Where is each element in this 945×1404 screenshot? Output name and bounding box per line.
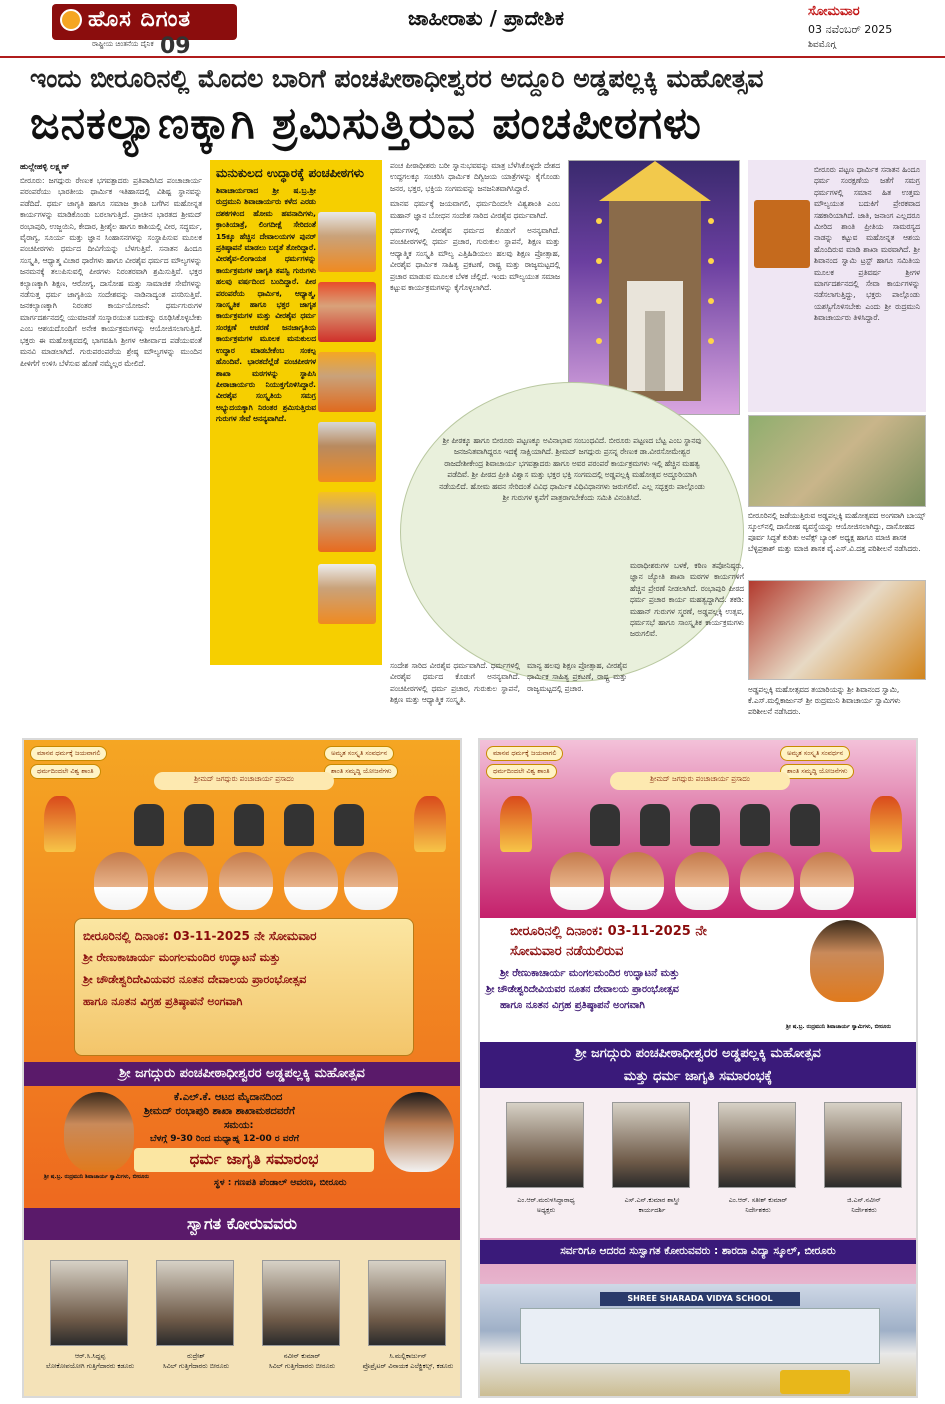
ad-line: ಶ್ರೀ ರೇಣುಕಾಚಾರ್ಯ ಮಂಗಲಮಂದಿರ ಉದ್ಘಾಟನೆ ಮತ್ತು: [500, 968, 680, 979]
person-role: ಕಾರ್ಯದರ್ಶಿ: [638, 1206, 666, 1214]
sidebar-box: [210, 160, 382, 665]
jagadguru-photo: [675, 852, 729, 910]
person-photo: [718, 1102, 796, 1188]
right-column-box: [748, 160, 926, 412]
paragraph: ಧರ್ಮಗಳಲ್ಲಿ ವೀರಶೈವ ಧರ್ಮದ ಕೊಡುಗೆ ಅನನ್ಯವಾಗಿದೆ. ಪಂಚಪೀಠಗಳಲ್ಲಿ ಧರ್ಮ ಪ್ರಚಾರ, ಗುರುಕುಲ ಸ್ಥಾಪನೆ, ಶಿಕ್ಷಣ ಮತ್ತು ಆಧ್ಯಾತ್ಮಿಕ ಸಂಸ್ಕೃತಿ ಮೌಲ್ಯ ಎತ್ತಿಹಿಡಿಯಲು ಹಲವು ಶಿಕ್ಷಣ ಪ್ರೋತ್ಸಾಹ, ವೀರಶೈವ ಧಾರ್ಮಿಕ ಸಾಹಿತ್ಯ ಪ್ರಕಟಣೆ, ರಾಷ್ಟ್ರ ಮತ್ತು ರಾಜ್ಯಮಟ್ಟದಲ್ಲಿ ಪ್ರಚಾರ ಮಾಡುವ ಮೂಲಕ ಬೆಳಕ ಚೆಲ್ಲಿದೆ. ಇಂದು ಮೌಲ್ಯಯುತ ಸಮಾಜ ಕಟ್ಟುವ ಕಾರ್ಯಕ್ರಮಗಳನ್ನು ಕೈಗೊಳ್ಳಲಾಗಿದೆ.: [390, 226, 560, 293]
paragraph: ಮಾನವ ಧರ್ಮಕ್ಕೆ ಜಯವಾಗಲಿ, ಧರ್ಮದಿಂದಲೇ ವಿಶ್ವಶಾಂತಿ ಎಂಬ ಮಹಾನ್ ಜ್ಞಾನ ಬೋಧನ ಸಂದೇಶ ಸಾರಿದ ವೀರಶೈವ ಧರ್ಮವಾಗಿದೆ.: [390, 199, 560, 220]
ad-time: ಬೆಳಗ್ಗೆ 9-30 ರಿಂದ ಮಧ್ಯಾಹ್ನ 12-00 ರ ವರೆಗೆ: [150, 1134, 299, 1144]
person-name: ಎಂ.ಆರ್.ಮರುಳಸಿದ್ಧಾರಾಧ್ಯ: [517, 1196, 575, 1204]
advertisement-right: [478, 738, 918, 1398]
ad-line: ಶ್ರೀ ರೇಣುಕಾಚಾರ್ಯ ಮಂಗಲಮಂದಿರ ಉದ್ಘಾಟನೆ ಮತ್ತು: [83, 951, 281, 964]
person-photo: [506, 1102, 584, 1188]
linga-icon: [740, 804, 770, 846]
school-bus: [780, 1370, 850, 1394]
guest-photo: [384, 1092, 454, 1172]
day-label: ಸೋಮವಾರ: [808, 4, 860, 19]
person-photo: [50, 1260, 128, 1346]
bottom-column-3: ಮಠಾಧೀಶರುಗಳ ಬಳಕೆ, ಕಠಿಣ ತಪೋನಿಷ್ಠರು, ಜ್ಞಾನ ಜ್ಯೋತಿ ಶಾಖಾ ಮಠಗಳ ಕಾರ್ಯಗಳಿಗೆ ಹೆಚ್ಚಿನ ಪ್ರೇರಣೆ ನೀಡಲಾಗಿದೆ. ರಂಭಾಪುರಿ ಪೀಠದ ಧರ್ಮ ಪ್ರಚಾರ ಕಾರ್ಯ ಮಹತ್ವದ್ದಾಗಿದೆ. ತಕಡಿ: ಮಹಾನ್ ಗುರುಗಳ ಸ್ಮರಣೆ, ಅಡ್ಡಪಲ್ಲಕ್ಕಿ ಉತ್ಸವ, ಧರ್ಮಸಭೆ ಹಾಗೂ ಸಾಂಸ್ಕೃತಿಕ ಕಾರ್ಯಕ್ರಮಗಳು ಜರುಗಲಿವೆ.: [630, 561, 744, 639]
paragraph: ಪಂಚ ಪೀಠಾಧೀಶರು ಬರೀ ಸ್ವಾನುಭವವನ್ನು ಮಾತ್ರ ಬೆಳೆಸಿಕೊಳ್ಳದೇ ದೇಶದ ಉದ್ದಗಲಕ್ಕೂ ಸಂಚರಿಸಿ ಧಾರ್ಮಿಕ ದಿಗ್ವಿಜಯ ಯಾತ್ರೆಗಳನ್ನು ಕೈಗೊಂಡು ಜನರ, ಭಕ್ತರ, ಭಕ್ತಿಯ ಸಂಗಮವನ್ನು ಜನಜನಿತವಾಗಿಸಿದ್ದಾರೆ.: [390, 161, 560, 193]
ad-pill: ಅಮೃತ ಸಂಸ್ಕೃತಿ ಸಂವರ್ಧನ: [324, 746, 394, 761]
swami-photo-3: [318, 352, 376, 412]
temple-illustration: [569, 161, 740, 415]
linga-icon: [790, 804, 820, 846]
jagadguru-photo: [284, 852, 338, 910]
flame-icon: [60, 9, 82, 31]
linga-icon: [184, 804, 214, 846]
deity-icon: [870, 796, 902, 852]
ad-banner: ಶ್ರೀಮದ್ ಜಗದ್ಗುರು ಪಂಚಾಚಾರ್ಯ ಪ್ರಸಾದಂ: [154, 772, 334, 790]
ad-title: ಶ್ರೀ ಜಗದ್ಗುರು ಪಂಚಪೀಠಾಧೀಶ್ವರರ ಅಡ್ಡಪಲ್ಲಕ್ಕಿ ಮಹೋತ್ಸವ: [480, 1042, 916, 1066]
tagline: ರಾಷ್ಟ್ರೀಯ ಚಿಂತನೆಯ ದೈನಿಕ: [92, 40, 154, 48]
sidebar-title: ಮನುಕುಲದ ಉದ್ಧಾರಕ್ಕೆ ಪಂಚಪೀಠಗಳು: [216, 166, 364, 180]
date-label: 03 ನವೆಂಬರ್ 2025: [808, 23, 893, 36]
person-name: ಎಂ.ಆರ್. ಸತೀಶ್ ಕುಮಾರ್: [728, 1196, 788, 1204]
article-column-1: ಬೀರೂರು: ಜಗದ್ಗುರು ರೇಣುಕ ಭಗವತ್ಪಾದರು ಪ್ರತಿಪಾದಿಸಿದ ಪಂಚಾಚಾರ್ಯ ಪರಂಪರೆಯು ಭಾರತೀಯ ಧಾರ್ಮಿಕ ಇತಿಹಾಸದಲ್ಲಿ ವಿಶಿಷ್ಟ ಸ್ಥಾನವನ್ನು ಪಡೆದಿದೆ. ಧರ್ಮ ಜಾಗೃತಿ ಹಾಗೂ ಸಮಾಜ ಕ್ರಾಂತಿ ಬಗೆಗಿನ ಮಹೋನ್ನತ ಕಾರ್ಯಗಳನ್ನು ಮಾಡಿಕೊಂಡು ಬರಲಾಗುತ್ತಿದೆ. ಪ್ರಾಚೀನ ಭಾರತದ ಶ್ರೀಮದ್ ರಂಭಾಪುರಿ, ಉಜ್ಜಯಿನಿ, ಕೇದಾರ, ಶ್ರೀಶೈಲ ಹಾಗೂ ಕಾಶಿಯಲ್ಲಿ ವೀರ, ಸದ್ಧರ್ಮ, ವೈರಾಗ್ಯ, ಸೂರ್ಯ ಮತ್ತು ಜ್ಞಾನ ಸಿಂಹಾಸನಗಳನ್ನು ಸಂಸ್ಥಾಪಿಸುವ ಮೂಲಕ ಪಂಚಪೀಠಗಳು ಧರ್ಮದ ದೀವಿಗೆಯನ್ನು ಬೆಳಗುತ್ತಿವೆ. ಸನಾತನ ಹಿಂದೂ ಸಂಸ್ಕೃತಿ, ಆಧ್ಯಾತ್ಮ ವಿಚಾರ ಧಾರೆಗಳು ಹಾಗೂ ವೀರಶೈವ ಧರ್ಮದ ಮೌಲ್ಯಗಳನ್ನು ಜನಮನಕ್ಕೆ ತಲುಪಿಸುವಲ್ಲಿ ಪೀಠಗಳು ನಿರಂತರವಾಗಿ ಶ್ರಮಿಸುತ್ತಿವೆ. ಭಕ್ತರ ಕಲ್ಯಾಣಕ್ಕಾಗಿ ಶಿಕ್ಷಣ, ಆರೋಗ್ಯ, ದಾಸೋಹ ಮತ್ತು ಸಾಮಾಜಿಕ ಸೇವೆಗಳನ್ನು ನಡೆಸುತ್ತ ಧರ್ಮ ಜಾಗೃತಿಯ ಸಂದೇಶವನ್ನು ನಾಡಿನಾದ್ಯಂತ ಪಸರಿಸುತ್ತಿವೆ. ಜನಕಲ್ಯಾಣಕ್ಕಾಗಿ ನಿರಂತರ ಕಾರ್ಯಯೋಜನೆ: ಧರ್ಮಗುರುಗಳ ಮಾರ್ಗದರ್ಶನದಲ್ಲಿ ಯುವಜನತೆ ಸಂಸ್ಕಾರಯುತ ಬದುಕನ್ನು ರೂಢಿಸಿಕೊಳ್ಳಬೇಕು ಎಂಬ ಆಶಯದೊಂದಿಗೆ ಅನೇಕ ಕಾರ್ಯಕ್ರಮಗಳನ್ನು ಆಯೋಜಿಸಲಾಗುತ್ತಿದೆ. ಭಕ್ತರು ಈ ಮಹೋತ್ಸವದಲ್ಲಿ ಭಾಗವಹಿಸಿ ಶ್ರೀಗಳ ಆಶೀರ್ವಾದ ಪಡೆಯುವಂತೆ ಮನವಿ ಮಾಡಲಾಗಿದೆ. ಗುರುಪರಂಪರೆಯ ಶ್ರೇಷ್ಠ ಮೌಲ್ಯಗಳನ್ನು ಮುಂದಿನ ಪೀಳಿಗೆಗೆ ಉಳಿಸಿ ಬೆಳೆಸುವ ಹೊಣೆ ನಮ್ಮೆಲ್ಲರ ಮೇಲಿದೆ.: [20, 176, 202, 368]
person-photo: [262, 1260, 340, 1346]
person-name: ಆರ್.ಸಿ.ಸಿದ್ದಪ್ಪ: [74, 1352, 106, 1360]
ad-pill: ಶಾಂತಿ ಸಮೃದ್ಧಿ ಯೋಜನೆಗಳು: [780, 764, 854, 779]
swami-photo: [810, 920, 884, 1002]
photo-caption-1: ಬೀರೂರಿನಲ್ಲಿ ಜಡೆಯುತ್ತಿರುವ ಅಡ್ಡಪಲ್ಲಕ್ಕಿ ಮಹೋತ್ಸವದ ಅಂಗವಾಗಿ ಬಾಯ್ಸ್ ಸ್ಕೂಲ್‌ನಲ್ಲಿ ದಾಸೋಹ ವ್ಯವಸ್ಥೆಯನ್ನು ಆಯೋಜಿಸಲಾಗಿದ್ದು, ದಾಸೋಹದ ಪೂರ್ವ ಸಿದ್ಧತೆ ಕುರಿತು ಅಪೆಕ್ಸ್ ಬ್ಯಾಂಕ್ ಅಧ್ಯಕ್ಷ ಹಾಗೂ ಮಾಜಿ ಶಾಸಕ ಬೆಳ್ಳಿಪ್ರಕಾಶ್ ಮತ್ತು ಮಾಜಿ ಶಾಸಕ ವೈ.ಎಸ್.ವಿ.ದತ್ತ ಪರಿಶೀಲನೆ ನಡೆಸಿದರು.: [748, 511, 926, 553]
ad-title: ಮತ್ತು ಧರ್ಮ ಜಾಗೃತಿ ಸಮಾರಂಭಕ್ಕೆ: [480, 1066, 916, 1088]
jagadguru-photo: [550, 852, 604, 910]
ad-scroll: [74, 918, 414, 1056]
swami-photo: [64, 1092, 134, 1172]
person-role: ಪ್ರೊಪ್ರೈಟರ್ ವಿನಾಯಕ ಎಲೆಕ್ಟ್ರಿಕಲ್ಸ್, ಕಡೂರು: [362, 1362, 454, 1370]
sidebar-text: ಶಿವಾಚಾರ್ಯರಾದ ಶ್ರೀ ಷ.ಬ್ರ.ಶ್ರೀ ರುದ್ರಮುನಿ ಶಿವಾಚಾರ್ಯರು ಕಳೆದ ಎರಡು ದಶಕಗಳಿಂದ ಹೋಮ ಹವನಾದಿಗಳು, ಕ್ರಾಂತಿಯಾತ್ರೆ, ಲಿಂಗದೀಕ್ಷೆ ಸೇರಿದಂತೆ 15ಕ್ಕೂ ಹೆಚ್ಚಿನ ದೇವಾಲಯಗಳ ಪುನರ್ ಪ್ರತಿಷ್ಠಾಪನೆ ಮಾಡಲು ಬದ್ಧತೆ ತೋರಿದ್ದಾರೆ. ವೀರಶೈವ-ಲಿಂಗಾಯತ ಧರ್ಮಗಳನ್ನು ಕಾರ್ಯಕ್ರಮಗಳ ಜಾಗೃತಿ ತಪಸ್ವಿ ಗುರುಗಳು ಹಲವು ವರ್ಷದಿಂದ ಬಂದಿದ್ದಾರೆ. ಪೀಠ ಪರಂಪರೆಯ ಧಾರ್ಮಿಕ, ಆಧ್ಯಾತ್ಮ, ಸಾಂಸ್ಕೃತಿಕ ಹಾಗೂ ಭಕ್ತರ ಜಾಗೃತ ಕಾರ್ಯಕ್ರಮಗಳ ಮತ್ತು ವೀರಶೈವ ಧರ್ಮ ಸಂರಕ್ಷಣೆ ಆಚರಣೆ ಜನಜಾಗೃತಿಯ ಕಾರ್ಯಕ್ರಮಗಳ ಮೂಲಕ ಮನುಕುಲದ ಉದ್ಧಾರ ಮಾಡಬೇಕೆಂಬ ಸಂಕಲ್ಪ ಹೊಂದಿವೆ. ಭಾರತದೆಲ್ಲೆಡೆ ಪಂಚಪೀಠಗಳ ಶಾಖಾ ಮಠಗಳನ್ನು ಸ್ಥಾಪಿಸಿ ಪೀಠಾಚಾರ್ಯರು ನಿಯುಕ್ತಗೊಳಿಸಿದ್ದಾರೆ. ವೀರಶೈವ ಸಂಸ್ಕೃತಿಯ ಸಮಗ್ರ ಅಭ್ಯುದಯಕ್ಕಾಗಿ ನಿರಂತರ ಶ್ರಮಿಸುತ್ತಿರುವ ಗುರುಗಳ ಸೇವೆ ಅನನ್ಯವಾಗಿದೆ.: [216, 186, 316, 424]
person-role: ಅಧ್ಯಕ್ಷರು: [536, 1206, 556, 1214]
ad-event: ಧರ್ಮ ಜಾಗೃತಿ ಸಮಾರಂಭ: [134, 1148, 374, 1172]
place-label: ಶಿವಮೊಗ್ಗ: [808, 40, 836, 50]
swami-photo-5: [318, 492, 376, 552]
deity-icon: [414, 796, 446, 852]
person-name: ನವೀನ್ ಕುಮಾರ್: [283, 1352, 321, 1360]
ad-venue: ಕೆ.ಎಲ್.ಕೆ. ಆಟದ ಮೈದಾನದಿಂದ: [174, 1092, 283, 1103]
swami-photo-2: [318, 282, 376, 342]
person-photo: [612, 1102, 690, 1188]
person-role: ಸಿವಿಲ್ ಗುತ್ತಿಗೆದಾರರು ಬೀರೂರು: [268, 1362, 336, 1370]
ad-pill: ಮಾನವ ಧರ್ಮಕ್ಕೆ ಜಯವಾಗಲಿ: [486, 746, 563, 761]
jagadguru-photo: [154, 852, 208, 910]
school-photo: [480, 1284, 916, 1398]
swami-photo-6: [318, 564, 376, 624]
person-role: ನಿರ್ದೇಶಕರು: [745, 1206, 771, 1214]
swami-portrait: [754, 200, 810, 268]
linga-icon: [234, 804, 264, 846]
person-photo: [156, 1260, 234, 1346]
jagadguru-photo: [610, 852, 664, 910]
ad-pill: ಅಮೃತ ಸಂಸ್ಕೃತಿ ಸಂವರ್ಧನ: [780, 746, 850, 761]
temple-photo: [568, 160, 740, 415]
person-name: ರುದ್ರೇಶ್: [187, 1352, 205, 1360]
page-number: 09: [160, 34, 191, 59]
jagadguru-photo: [219, 852, 273, 910]
ad-title: ಶ್ರೀ ಜಗದ್ಗುರು ಪಂಚಪೀಠಾಧೀಶ್ವರರ ಅಡ್ಡಪಲ್ಲಕ್ಕಿ ಮಹೋತ್ಸವ: [24, 1062, 460, 1086]
linga-icon: [690, 804, 720, 846]
linga-icon: [134, 804, 164, 846]
right-column-text: ಬೀರೂರು ಪಟ್ಟಣ ಧಾರ್ಮಿಕ ಸನಾತನ ಹಿಂದೂ ಧರ್ಮ ಸಂರಕ್ಷಣೆಯ ಜತೆಗೆ ಸಮಗ್ರ ಧರ್ಮಗಳಲ್ಲಿ ಸಮಾನ ಹಿತ ಉತ್ತಮ ಮೌಲ್ಯಯುತ ಬದುಕಿಗೆ ಪ್ರೇರಕವಾದ ಸಹಕಾರಿಯಾಗಿದೆ. ಜಾತಿ, ಜನಾಂಗ ಎಲ್ಲದರೂ ಮೀರಿದ ಶಾಂತಿ ಪ್ರೀತಿಯ ಸಾಮರಸ್ಯದ ನಾಡನ್ನು ಕಟ್ಟುವ ಮಹೋನ್ನತ ಆಶಯ ಹೊಂದಿರುವ ಮಾಡಿ ಶಾಖಾ ಮಠವಾಗಿದೆ. ಶ್ರೀ ಶಿವಾನಂದ ಸ್ವಾಮಿ ಟ್ರಸ್ಟ್ ಹಾಗೂ ಸಮಿತಿಯ ಮೂಲಕ ಪ್ರತಿವರ್ಷ ಶ್ರೀಗಳ ಮಾರ್ಗದರ್ಶನದಲ್ಲಿ ಸೇವಾ ಕಾರ್ಯಗಳನ್ನು ನಡೆಸಲಾಗುತ್ತಿದ್ದು, ಭಕ್ತರು ಪಾಲ್ಗೊಂಡು ಯಶಸ್ವಿಗೊಳಿಸಬೇಕು ಎಂದು ಶ್ರೀ ರುದ್ರಮುನಿ ಶಿವಾಚಾರ್ಯರು ತಿಳಿಸಿದ್ದಾರೆ.: [814, 165, 920, 323]
jagadguru-photo: [740, 852, 794, 910]
person-name: ಜಿ.ಎನ್.ನವೀನ್: [847, 1196, 881, 1204]
article-kicker: ಇಂದು ಬೀರೂರಿನಲ್ಲಿ ಮೊದಲ ಬಾರಿಗೆ ಪಂಚಪೀಠಾಧೀಶ್ವರರ ಅದ್ದೂರಿ ಅಡ್ಡಪಲ್ಲಕ್ಕಿ ಮಹೋತ್ಸವ: [30, 64, 764, 93]
ad-date-line: ಬೀರೂರಿನಲ್ಲಿ ದಿನಾಂಕ: 03-11-2025 ನೇ ಸೋಮವಾರ: [83, 929, 317, 943]
bottom-column-2: ಮಾನ್ಯ ಹಲವು ಶಿಕ್ಷಣ ಪ್ರೋತ್ಸಾಹ, ವೀರಶೈವ ಧಾರ್ಮಿಕ ಸಾಹಿತ್ಯ ಪ್ರಕಟಣೆ, ರಾಷ್ಟ್ರ ಮತ್ತು ರಾಜ್ಯಮಟ್ಟದಲ್ಲಿ ಪ್ರಚಾರ.: [527, 661, 627, 693]
person-role: ಸಿವಿಲ್ ಗುತ್ತಿಗೆದಾರರು ಬೀರೂರು: [162, 1362, 230, 1370]
school-building: [520, 1308, 880, 1364]
deity-icon: [44, 796, 76, 852]
ad-line: ಹಾಗೂ ನೂತನ ವಿಗ್ರಹ ಪ್ರತಿಷ್ಠಾಪನೆ ಅಂಗವಾಗಿ: [500, 1000, 645, 1011]
newspaper-logo: ಹೊಸ ದಿಗಂತ: [52, 4, 237, 40]
ad-line: ಶ್ರೀ ಚೌಡೇಶ್ವರಿದೇವಿಯವರ ನೂತನ ದೇವಾಲಯ ಪ್ರಾರಂಭೋತ್ಸವ: [83, 973, 307, 986]
byline: ಹುಲ್ಲೇಹಳ್ಳಿ ಲಕ್ಷ್ಮಣ್: [20, 162, 70, 171]
linga-icon: [284, 804, 314, 846]
person-photo: [824, 1102, 902, 1188]
deity-icon: [500, 796, 532, 852]
linga-icon: [334, 804, 364, 846]
ad-place: ಸ್ಥಳ : ಗಣಪತಿ ಪೆಂಡಾಲ್ ಆವರಣ, ಬೀರೂರು: [214, 1178, 347, 1188]
bottom-column-1: ಸಂದೇಶ ಸಾರಿದ ವೀರಶೈವ ಧರ್ಮವಾಗಿದೆ. ಧರ್ಮಗಳಲ್ಲಿ ವೀರಶೈವ ಧರ್ಮದ ಕೊಡುಗೆ ಅನನ್ಯವಾಗಿದೆ. ಪಂಚಪೀಠಗಳಲ್ಲಿ ಧರ್ಮ ಪ್ರಚಾರ, ಗುರುಕುಲ ಸ್ಥಾಪನೆ, ಶಿಕ್ಷಣ ಮತ್ತು ಆಧ್ಯಾತ್ಮಿಕ ಸಂಸ್ಕೃತಿ.: [390, 661, 520, 705]
jagadguru-photo: [800, 852, 854, 910]
ad-welcome: ಸ್ವಾಗತ ಕೋರುವವರು: [24, 1208, 460, 1240]
linga-icon: [640, 804, 670, 846]
ad-line: ಹಾಗೂ ನೂತನ ವಿಗ್ರಹ ಪ್ರತಿಷ್ಠಾಪನೆ ಅಂಗವಾಗಿ: [83, 995, 243, 1008]
article-headline: ಜನಕಲ್ಯಾಣಕ್ಕಾಗಿ ಶ್ರಮಿಸುತ್ತಿರುವ ಪಂಚಪೀಠಗಳು: [30, 98, 702, 149]
inspection-photo-1: [748, 415, 926, 507]
person-role: ಲೋಕೋಪಯೋಗಿ ಗುತ್ತಿಗೆದಾರರು ಕಡೂರು: [45, 1362, 135, 1370]
ad-line: ಸೋಮವಾರ ನಡೆಯಲಿರುವ: [510, 944, 624, 959]
person-photo: [368, 1260, 446, 1346]
section-title: ಜಾಹೀರಾತು / ಪ್ರಾದೇಶಿಕ: [408, 6, 565, 30]
person-name: ಸಿ.ಮಲ್ಲಿಕಾರ್ಜುನ್: [389, 1352, 427, 1360]
jagadguru-photo: [344, 852, 398, 910]
inspection-photo-2: [748, 580, 926, 680]
ad-venue: ಶ್ರೀಮದ್ ರಂಭಾಪುರಿ ಶಾಖಾ ಶಾಖಾಮಠದವರೆಗೆ: [144, 1106, 295, 1117]
ad-welcome: ಸರ್ವರಿಗೂ ಆದರದ ಸುಸ್ವಾಗತ ಕೋರುವವರು : ಶಾರದಾ ವಿದ್ಯಾ ಸ್ಕೂಲ್, ಬೀರೂರು: [480, 1240, 916, 1264]
ad-pill: ಶಾಂತಿ ಸಮೃದ್ಧಿ ಯೋಜನೆಗಳು: [324, 764, 398, 779]
ad-line: ಶ್ರೀ ಚೌಡೇಶ್ವರಿದೇವಿಯವರ ನೂತನ ದೇವಾಲಯ ಪ್ರಾರಂಭೋತ್ಸವ: [486, 984, 679, 995]
ad-swami-caption: ಶ್ರೀ ಷ.ಬ್ರ. ರುದ್ರಮುನಿ ಶಿವಾಚಾರ್ಯ ಸ್ವಾಮಿಗಳು, ಬೀರೂರು: [44, 1174, 149, 1180]
ad-pill: ಧರ್ಮದಿಂದಲೇ ವಿಶ್ವ ಶಾಂತಿ: [486, 764, 557, 779]
ad-pill: ಮಾನವ ಧರ್ಮಕ್ಕೆ ಜಯವಾಗಲಿ: [30, 746, 107, 761]
person-role: ನಿರ್ದೇಶಕರು: [851, 1206, 877, 1214]
jagadguru-photo: [94, 852, 148, 910]
masthead: [0, 0, 945, 58]
swami-photo-4: [318, 422, 376, 482]
ad-date-line: ಬೀರೂರಿನಲ್ಲಿ ದಿನಾಂಕ: 03-11-2025 ನೇ: [510, 924, 707, 939]
ad-pill: ಧರ್ಮದಿಂದಲೇ ವಿಶ್ವ ಶಾಂತಿ: [30, 764, 101, 779]
circle-text: ಶ್ರೀ ಪೀಠಕ್ಕೂ ಹಾಗೂ ಬೀರೂರು ಪಟ್ಟಣಕ್ಕೂ ಅವಿನಾಭಾವ ಸಂಬಂಧವಿದೆ. ಬೀರೂರು ಪಟ್ಟಣದ ಬೆಟ್ಟ ಎಂಬ ಸ್ಥಾನವು ಜನಜನಿತವಾಗಿದ್ದರೂ ಇದಕ್ಕೆ ಸಾಕ್ಷಿಯಾಗಿದೆ. ಶ್ರೀಮದ್ ಜಗದ್ಗುರು ಪ್ರಸನ್ನ ರೇಣುಕ ಡಾ.ವೀರಸೋಮೇಶ್ವರ ರಾಜದೇಶೀಕೇಂದ್ರ ಶಿವಾಚಾರ್ಯ ಭಗವತ್ಪಾದರು ಹಾಗೂ ಅವರ ಪರಂಪರೆ ಕಾರ್ಯಕ್ರಮಗಳು ಇಲ್ಲಿ ಹೆಚ್ಚಿನ ಮಹತ್ವ ಪಡೆದಿವೆ. ಶ್ರೀ ಪೀಠದ ಪ್ರೀತಿ ವಿಶ್ವಾಸ ಮತ್ತು ಭಕ್ತರ ಭಕ್ತಿ ಸಂಗಮದಲ್ಲಿ ಅಡ್ಡಪಲ್ಲಕ್ಕಿ ಮಹೋತ್ಸವ ಅದ್ದೂರಿಯಾಗಿ ನಡೆಯಲಿದೆ. ಹೋಮ ಹವನ ಸೇರಿದಂತೆ ವಿವಿಧ ಧಾರ್ಮಿಕ ವಿಧಿವಿಧಾನಗಳು ಜರುಗಲಿವೆ. ಎಲ್ಲ ಸದ್ಭಕ್ತರು ಪಾಲ್ಗೊಂಡು ಶ್ರೀ ಗುರುಗಳ ಕೃಪೆಗೆ ಪಾತ್ರರಾಗಬೇಕೆಂದು ಸಮಿತಿ ವಿನಂತಿಸಿದೆ.: [439, 436, 705, 503]
ad-banner: ಶ್ರೀಮದ್ ಜಗದ್ಗುರು ಪಂಚಾಚಾರ್ಯ ಪ್ರಸಾದಂ: [610, 772, 790, 790]
person-name: ಎಸ್.ಎನ್.ಕುಮಾರ ಶಾಸ್ತ್ರೀ: [624, 1196, 680, 1204]
swami-photo-1: [318, 212, 376, 272]
ad-time-label: ಸಮಯ:: [224, 1120, 254, 1131]
ad-swami-caption: ಶ್ರೀ ಷ.ಬ್ರ. ರುದ್ರಮುನಿ ಶಿವಾಚಾರ್ಯ ಸ್ವಾಮಿಗಳು, ಬೀರೂರು: [786, 1024, 891, 1030]
school-sign: SHREE SHARADA VIDYA SCHOOL: [600, 1292, 800, 1306]
photo-caption-2: ಅಡ್ಡಪಲ್ಲಕ್ಕಿ ಮಹೋತ್ಸವದ ತಯಾರಿಯನ್ನು ಶ್ರೀ ಶಿವಾನಂದ ಸ್ವಾಮಿ, ಕೆ.ಎಸ್.ಮಲ್ಲಿಕಾರ್ಜುನ್ ಶ್ರೀ ರುದ್ರಮುನಿ ಶಿವಾಚಾರ್ಯ ಸ್ವಾಮಿಗಳು ಪರಿಶೀಲನೆ ನಡೆಸಿದರು.: [748, 685, 901, 716]
linga-icon: [590, 804, 620, 846]
advertisement-left: [22, 738, 462, 1398]
